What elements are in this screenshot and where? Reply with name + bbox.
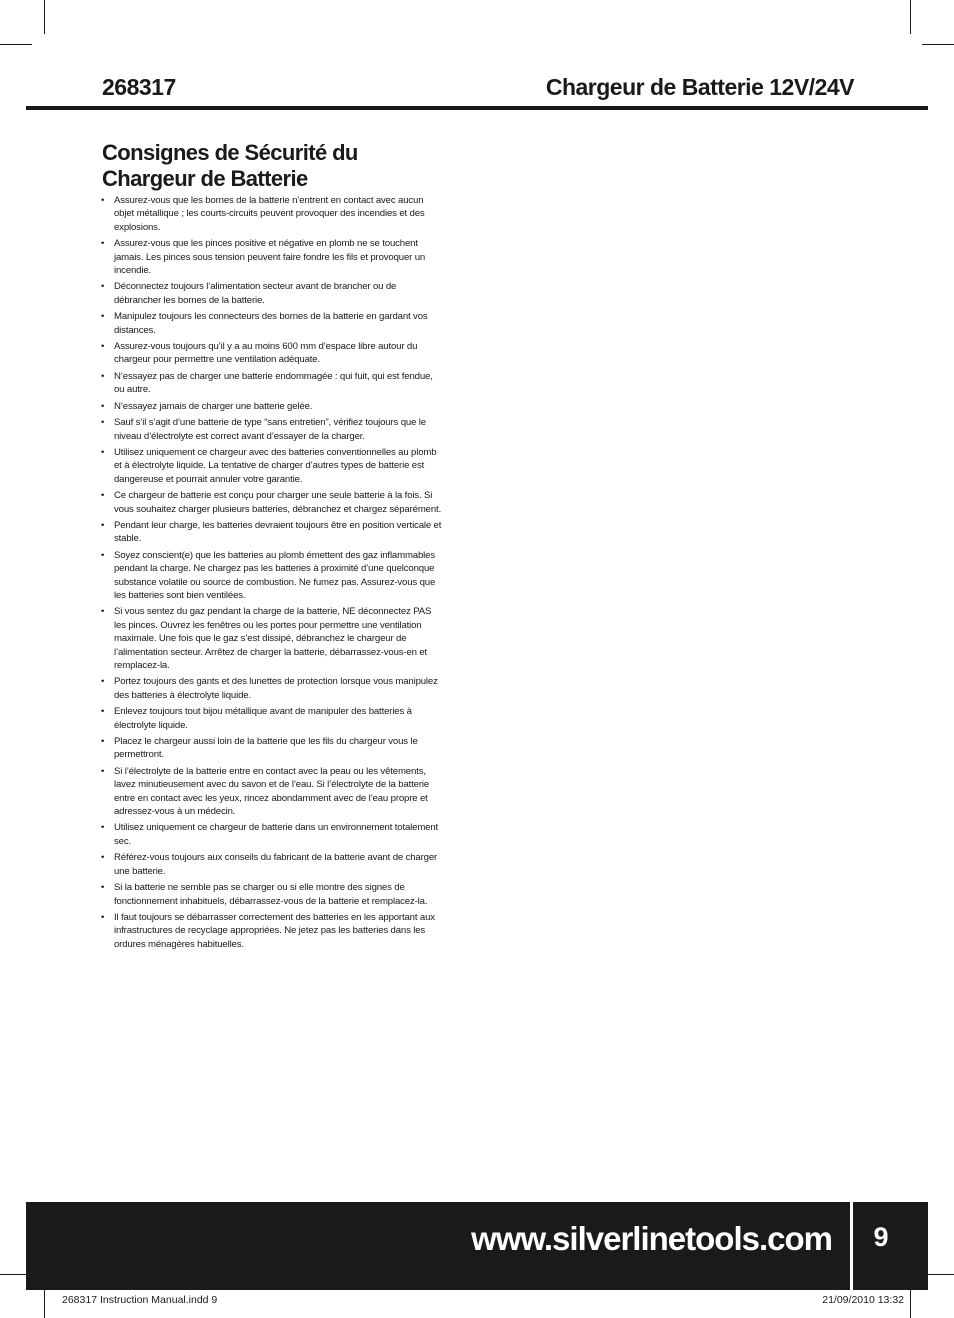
crop-mark [0,44,32,45]
crop-mark [910,0,911,34]
bullet-icon: • [101,519,105,531]
section-title [102,140,462,192]
list-item [100,765,445,819]
header-rule [26,106,928,110]
bullet-icon: • [101,281,105,293]
list-item [100,416,445,443]
safety-instructions-list [100,194,445,954]
list-item-text: Ce chargeur de batterie est conçu pour charger une seule batterie à la fois. Si vous souhaitez charger plusieurs batteries, débranchez et chargez séparément. [114,490,442,515]
list-item [100,605,445,672]
list-item-text: Assurez-vous toujours qu’il y a au moins 600 mm d’espace libre autour du chargeur pour permettre une ventilation adéquate. [114,341,418,366]
list-item-text: Soyez conscient(e) que les batteries au plomb émettent des gaz inflammables pendant la charge. Ne chargez pas les batteries à proximité d’une quelconque substance volatile ou source de combustion. Ne fumez pas. Assurez-vous que les batteries sont bien ventilées. [114,549,436,601]
list-item-text: Assurez-vous que les pinces positive et négative en plomb ne se touchent jamais. Les pinces sous tension peuvent faire fondre les fils et provoquer un incendie. [114,238,426,277]
bullet-icon: • [101,852,105,864]
list-item-text: Utilisez uniquement ce chargeur de batterie dans un environnement totalement sec. [114,822,439,847]
list-item-text: Assurez-vous que les bornes de la batterie n’entrent en contact avec aucun objet métallique ; les courts-circuits peuvent provoquer des incendies et des explosions. [114,195,425,233]
list-item [100,310,445,337]
bullet-icon: • [101,490,105,502]
website-url: www.silverlinetools.com [471,1220,832,1257]
slug-filename: 268317 Instruction Manual.indd 9 [62,1294,218,1306]
bullet-icon: • [101,882,105,894]
list-item [100,370,445,397]
list-item-text: Si l’électrolyte de la batterie entre en contact avec la peau ou les vêtements, lavez minutieusement avec du savon et de l’eau. Si l’électrolyte de la batterie entre en contact avec les yeux, rincez abondamment avec de l’eau propre et adressez-vous à un médecin. [114,765,430,818]
list-item-text: N’essayez jamais de charger une batterie gelée. [114,400,313,412]
crop-mark [922,44,954,45]
list-item [100,549,445,603]
list-item-text: Déconnectez toujours l’alimentation secteur avant de brancher ou de débrancher les bornes de la batterie. [114,281,397,306]
bullet-icon: • [101,370,105,382]
list-item [100,489,445,516]
bullet-icon: • [101,706,105,718]
bullet-icon: • [101,311,105,323]
list-item-text: Portez toujours des gants et des lunettes de protection lorsque vous manipulez des batteries à électrolyte liquide. [114,676,438,701]
list-item-text: Si vous sentez du gaz pendant la charge de la batterie, NE déconnectez PAS les pinces. Ouvrez les fenêtres ou les portes pour permettre une ventilation maximale. Une fois que le gaz s’est dissipé, débranchez le chargeur de l’alimentation secteur. Arrêtez de charger la batterie, débarrassez-vous-en et remplacez-la. [114,606,432,671]
list-item-text: Utilisez uniquement ce chargeur avec des batteries conventionnelles au plomb et à électrolyte liquide. La tentative de charger d’autres types de batterie est dangereuse et pourrait annuler votre garantie. [114,446,437,485]
product-title: Chargeur de Batterie 12V/24V [545,74,854,100]
model-number: 268317 [102,74,176,100]
crop-mark [44,0,45,34]
list-item [100,519,445,546]
bullet-icon: • [101,446,105,458]
list-item-text: Manipulez toujours les connecteurs des bornes de la batterie en gardant vos distances. [114,311,428,336]
list-item-text: Sauf s’il s’agit d’une batterie de type “sans entretien”, vérifiez toujours que le niveau d’électrolyte est correct avant d’essayer de la charger. [114,417,426,442]
list-item [100,911,445,951]
bullet-icon: • [101,238,105,250]
list-item [100,400,445,413]
list-item-text: Référez-vous toujours aux conseils du fabricant de la batterie avant de charger une batterie. [114,852,438,877]
bullet-icon: • [101,341,105,353]
list-item [100,280,445,307]
page-number: 9 [873,1222,889,1252]
list-item [100,851,445,878]
list-item [100,821,445,848]
bullet-icon: • [101,765,105,777]
list-item [100,340,445,367]
bullet-icon: • [101,549,105,561]
list-item-text: Si la batterie ne semble pas se charger ou si elle montre des signes de fonctionnement inhabituels, débarrassez-vous de la batterie et remplacez-la. [114,882,428,907]
slug-timestamp: 21/09/2010 13:32 [822,1294,904,1306]
list-item-text: Enlevez toujours tout bijou métallique avant de manipuler des batteries à électrolyte liquide. [114,706,412,731]
list-item [100,194,445,234]
list-item [100,735,445,762]
list-item [100,705,445,732]
bullet-icon: • [101,417,105,429]
list-item-text: Il faut toujours se débarrasser correctement des batteries en les apportant aux infrastructures de recyclage appropriées. Ne jetez pas les batteries dans les ordures ménagères habituelles. [114,911,435,950]
list-item-text: Placez le chargeur aussi loin de la batterie que les fils du chargeur vous le permettront. [114,736,418,761]
list-item [100,675,445,702]
bullet-icon: • [101,736,105,748]
page-header [26,72,928,110]
list-item [100,446,445,486]
list-item [100,881,445,908]
footer-bar [26,1202,928,1290]
bullet-icon: • [101,822,105,834]
bullet-icon: • [101,911,105,923]
bullet-icon: • [101,606,105,618]
section-title-line: Consignes de Sécurité du [102,140,358,165]
bullet-icon: • [101,676,105,688]
bullet-icon: • [101,400,105,412]
list-item-text: N’essayez pas de charger une batterie endommagée : qui fuit, qui est fendue, ou autre. [114,370,433,396]
list-item [100,237,445,277]
bullet-icon: • [101,195,105,206]
list-item-text: Pendant leur charge, les batteries devraient toujours être en position verticale et stable. [114,519,442,545]
section-title-line: Chargeur de Batterie [102,166,308,191]
